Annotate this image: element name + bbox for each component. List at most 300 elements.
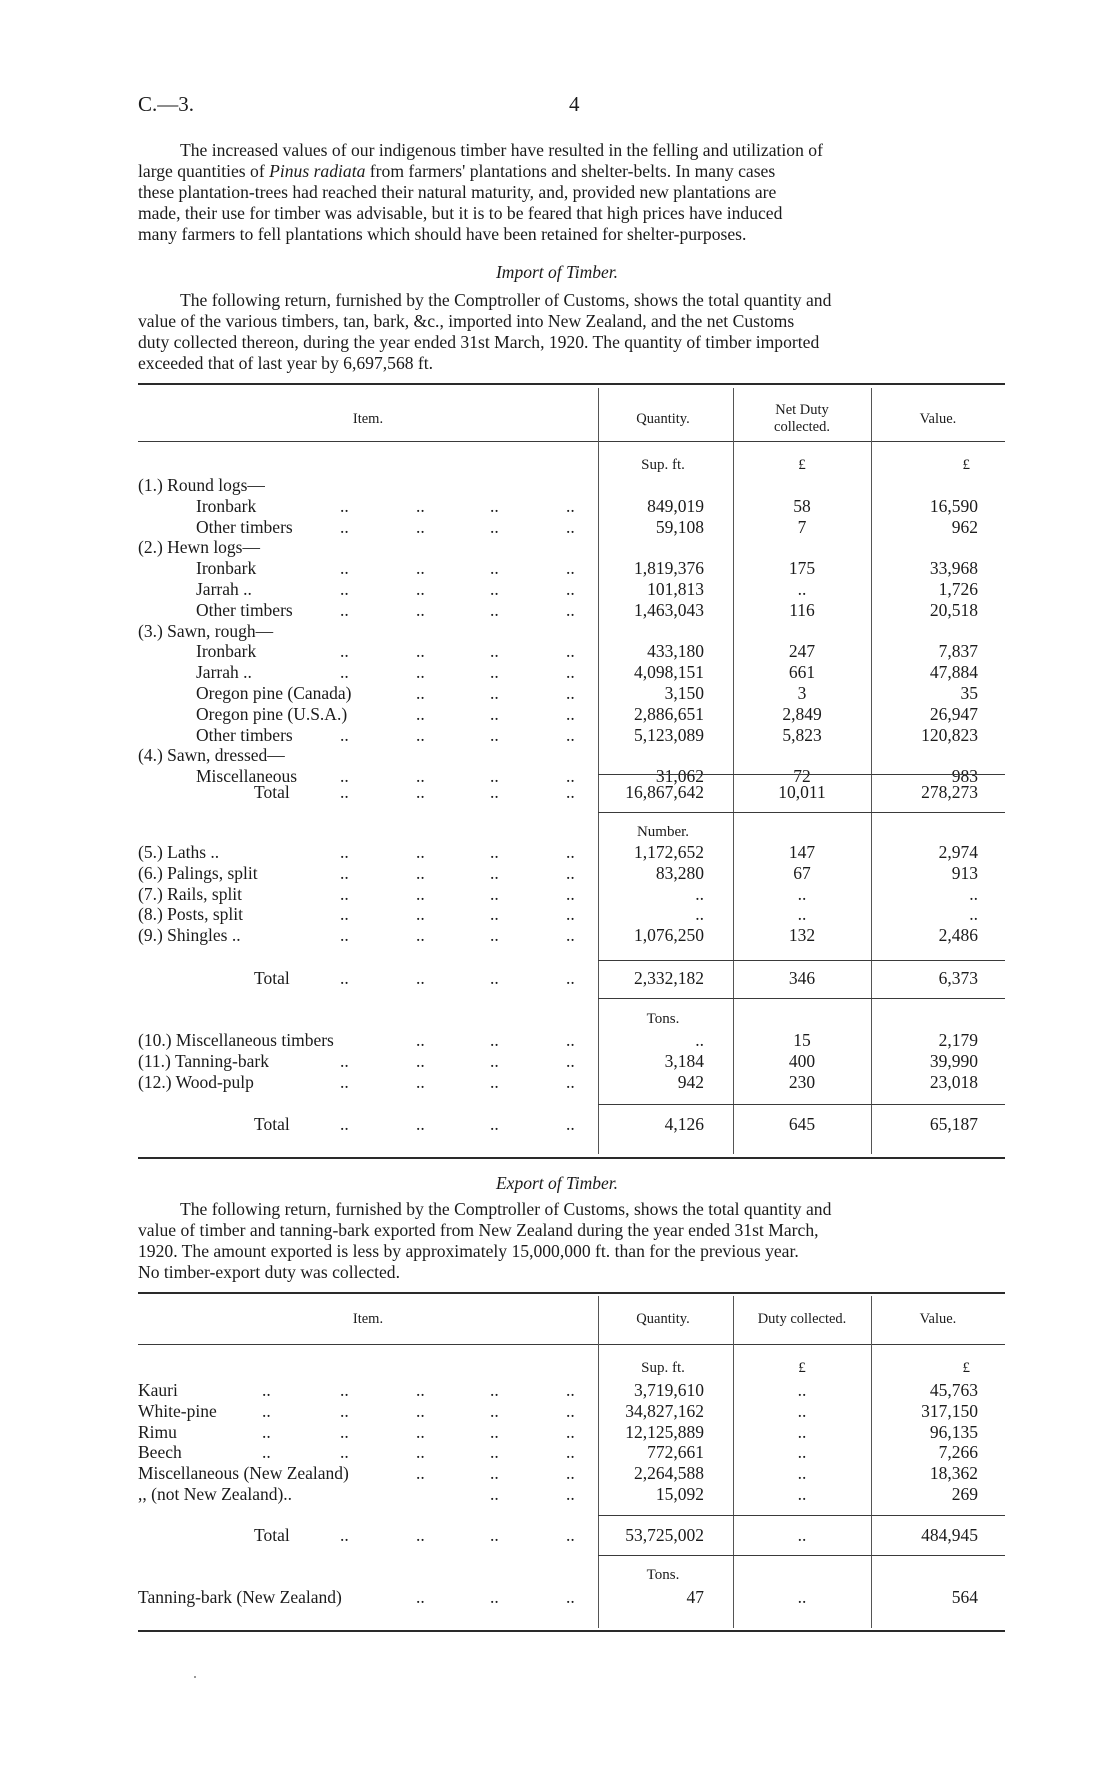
dot-leader: .. — [566, 1114, 575, 1134]
dot-leader: .. — [416, 766, 425, 787]
units-row — [0, 1567, 1114, 1588]
dot-leader: .. — [490, 842, 499, 862]
total-rule — [598, 1515, 1005, 1516]
row-label: Miscellaneous — [196, 766, 298, 787]
row-label: (7.) Rails, split — [138, 883, 243, 904]
duty-cell: .. — [797, 579, 807, 599]
dot-leader: .. — [340, 1380, 349, 1400]
quantity-cell: 2,264,588 — [634, 1463, 704, 1484]
dot-leader: .. — [566, 1030, 575, 1050]
import-row — [0, 641, 1114, 662]
total-bottom-rule — [598, 1555, 1005, 1556]
value-cell: 20,518 — [929, 599, 978, 620]
row-label: Total — [254, 1525, 290, 1545]
quantity-cell: 772,661 — [647, 1442, 704, 1463]
paper-speck — [194, 1676, 196, 1678]
dot-leader: .. — [340, 516, 349, 537]
quantity-cell: 3,184 — [664, 1050, 704, 1071]
dot-leader: .. — [416, 641, 425, 662]
import-row — [0, 725, 1114, 746]
value-cell: 6,373 — [938, 968, 978, 988]
duty-cell: 10,011 — [778, 782, 826, 802]
dot-leader: .. — [566, 1525, 575, 1545]
value-cell: 913 — [951, 862, 978, 883]
total-row — [0, 968, 1114, 989]
value-cell: 278,273 — [921, 782, 978, 802]
dot-leader: .. — [566, 1071, 575, 1092]
quantity-cell: 1,076,250 — [634, 925, 704, 946]
dot-leader: .. — [340, 558, 349, 579]
value-cell: 962 — [951, 516, 978, 537]
dot-leader: .. — [566, 766, 575, 787]
quantity-cell: 849,019 — [647, 495, 704, 516]
duty-cell: .. — [797, 904, 807, 925]
intro-line: these plantation-trees had reached their natural maturity, and, provided new plantations are — [138, 182, 777, 202]
dot-leader: .. — [566, 968, 575, 988]
dot-leader: .. — [416, 968, 425, 988]
units-row — [0, 1011, 1114, 1032]
quantity-unit: Tons. — [646, 1567, 680, 1583]
table-top-rule — [138, 383, 1005, 385]
document-reference: C.—3. — [138, 92, 195, 116]
import-row — [0, 683, 1114, 704]
dot-leader: .. — [416, 558, 425, 579]
duty-cell: .. — [797, 1400, 807, 1421]
dot-leader: .. — [490, 1114, 499, 1134]
import-row — [0, 517, 1114, 538]
dot-leader: .. — [490, 1380, 499, 1400]
header-duty: Duty collected. — [757, 1311, 847, 1327]
value-cell: 317,150 — [921, 1400, 978, 1421]
value-cell: 16,590 — [929, 495, 978, 516]
quantity-cell: 31,062 — [655, 766, 704, 787]
header-duty-line1: Net Duty — [775, 402, 829, 418]
dot-leader: .. — [490, 495, 499, 516]
import-row — [0, 662, 1114, 683]
dot-leader: .. — [490, 1030, 499, 1050]
total-row — [0, 1525, 1114, 1546]
import-row — [0, 904, 1114, 925]
dot-leader: .. — [490, 599, 499, 620]
dot-leader: .. — [340, 925, 349, 946]
row-label: Tanning-bark (New Zealand) — [138, 1587, 342, 1607]
value-cell: 33,968 — [929, 558, 978, 579]
dot-leader: .. — [490, 1421, 499, 1442]
dot-leader: .. — [416, 904, 425, 925]
value-cell: 65,187 — [929, 1114, 978, 1134]
row-label: Oregon pine (U.S.A.) — [196, 703, 348, 724]
quantity-cell: 3,150 — [664, 683, 704, 703]
duty-cell: .. — [797, 1484, 807, 1504]
header-item: Item. — [352, 1311, 384, 1327]
import-row — [0, 475, 1114, 496]
export-row — [0, 1463, 1114, 1484]
duty-cell: 7 — [797, 516, 807, 537]
total-rule — [598, 774, 1005, 775]
dot-leader: .. — [340, 579, 349, 599]
dot-leader: .. — [566, 662, 575, 683]
dot-leader: .. — [566, 1380, 575, 1400]
dot-leader: .. — [340, 495, 349, 516]
dot-leader: .. — [490, 703, 499, 724]
dot-leader: .. — [490, 579, 499, 599]
header-value: Value. — [919, 411, 957, 427]
header-value: Value. — [919, 1311, 957, 1327]
quantity-cell: .. — [695, 1030, 704, 1050]
dot-leader: .. — [566, 641, 575, 662]
dot-leader: .. — [416, 862, 425, 883]
row-label: Oregon pine (Canada) — [196, 683, 352, 703]
dot-leader: .. — [490, 883, 499, 904]
page-number: 4 — [569, 92, 580, 116]
dot-leader: .. — [340, 883, 349, 904]
row-label: Rimu — [138, 1421, 177, 1442]
value-unit: £ — [962, 1360, 970, 1376]
dot-leader: .. — [416, 724, 425, 745]
row-label: Ironbark — [196, 641, 257, 662]
row-label: (1.) Round logs— — [138, 475, 265, 495]
duty-cell: 67 — [793, 862, 811, 883]
quantity-cell: .. — [695, 883, 704, 904]
quantity-cell: 2,886,651 — [634, 703, 704, 724]
quantity-unit: Sup. ft. — [641, 1360, 685, 1376]
dot-leader: .. — [490, 766, 499, 787]
dot-leader: .. — [340, 842, 349, 862]
import-paragraph-line: value of the various timbers, tan, bark, &c., imported into New Zealand, and the net Customs — [138, 311, 795, 331]
dot-leader: .. — [416, 1421, 425, 1442]
duty-cell: 3 — [797, 683, 807, 703]
dot-leader: .. — [566, 1442, 575, 1463]
dot-leader: .. — [340, 1525, 349, 1545]
quantity-cell: 942 — [677, 1071, 704, 1092]
import-paragraph-line: The following return, furnished by the Comptroller of Customs, shows the total quantity and — [180, 290, 832, 310]
dot-leader: .. — [566, 925, 575, 946]
quantity-cell: 16,867,642 — [625, 782, 704, 802]
duty-cell: .. — [797, 883, 807, 904]
dot-leader: .. — [490, 1050, 499, 1071]
duty-cell: 147 — [788, 842, 816, 862]
row-label: Total — [254, 968, 290, 988]
duty-cell: 2,849 — [782, 703, 822, 724]
import-row — [0, 537, 1114, 558]
dot-leader: .. — [566, 883, 575, 904]
dot-leader: .. — [416, 1442, 425, 1463]
duty-cell: 645 — [788, 1114, 816, 1134]
row-label: Ironbark — [196, 495, 257, 516]
dot-leader: .. — [416, 599, 425, 620]
dot-leader: .. — [416, 683, 425, 703]
header-item: Item. — [352, 411, 384, 427]
value-cell: 23,018 — [929, 1071, 978, 1092]
dot-leader: .. — [340, 662, 349, 683]
export-paragraph-line: The following return, furnished by the Comptroller of Customs, shows the total quantity and — [180, 1199, 832, 1219]
import-row — [0, 600, 1114, 621]
import-row — [0, 745, 1114, 766]
value-cell: 26,947 — [929, 703, 978, 724]
export-paragraph-line: value of timber and tanning-bark exported from New Zealand during the year ended 31st March, — [138, 1220, 819, 1240]
dot-leader: .. — [490, 1442, 499, 1463]
row-label: Beech — [138, 1442, 182, 1463]
dot-leader: .. — [490, 1071, 499, 1092]
dot-leader: .. — [566, 904, 575, 925]
row-label: (11.) Tanning-bark — [138, 1050, 269, 1071]
value-unit: £ — [962, 457, 970, 473]
total-bottom-rule — [598, 812, 1005, 813]
duty-unit: £ — [798, 1360, 806, 1376]
export-row — [0, 1401, 1114, 1422]
row-label: (2.) Hewn logs— — [138, 537, 260, 558]
dot-leader: .. — [340, 599, 349, 620]
dot-leader: .. — [490, 1484, 499, 1504]
duty-cell: 661 — [788, 662, 816, 683]
total-row — [0, 782, 1114, 803]
dot-leader: .. — [340, 904, 349, 925]
quantity-cell: 1,172,652 — [634, 842, 704, 862]
intro-line: large quantities of Pinus radiata from farmers' plantations and shelter-belts. In many cases — [138, 161, 776, 181]
dot-leader: .. — [416, 883, 425, 904]
total-rule — [598, 1104, 1005, 1105]
export-section-title: Export of Timber. — [495, 1173, 619, 1193]
dot-leader: .. — [566, 1587, 575, 1607]
row-label: Other timbers — [196, 516, 293, 537]
import-row — [0, 842, 1114, 863]
value-cell: 484,945 — [921, 1525, 978, 1545]
export-paragraph-line: 1920. The amount exported is less by approximately 15,000,000 ft. than for the previous year. — [138, 1241, 799, 1261]
dot-leader: .. — [566, 1400, 575, 1421]
row-label: (6.) Palings, split — [138, 862, 258, 883]
row-label: Kauri — [138, 1380, 178, 1400]
row-label: Miscellaneous (New Zealand) — [138, 1463, 349, 1484]
dot-leader: .. — [416, 1525, 425, 1545]
intro-line: many farmers to fell plantations which should have been retained for shelter-purposes. — [138, 224, 747, 244]
intro-line: The increased values of our indigenous timber have resulted in the felling and utilization of — [180, 140, 823, 160]
dot-leader: .. — [490, 558, 499, 579]
dot-leader: .. — [490, 782, 499, 802]
dot-leader: .. — [566, 1484, 575, 1504]
dot-leader: .. — [566, 599, 575, 620]
export-row — [0, 1380, 1114, 1401]
dot-leader: .. — [416, 1400, 425, 1421]
quantity-cell: 47 — [686, 1587, 704, 1607]
quantity-cell: 2,332,182 — [634, 968, 704, 988]
row-label: Jarrah .. — [196, 662, 252, 683]
row-label: (5.) Laths .. — [138, 842, 220, 862]
dot-leader: .. — [340, 782, 349, 802]
dot-leader: .. — [566, 1463, 575, 1484]
dot-leader: .. — [416, 516, 425, 537]
row-label: Jarrah .. — [196, 579, 252, 599]
dot-leader: .. — [566, 782, 575, 802]
dot-leader: .. — [490, 904, 499, 925]
row-label: (12.) Wood-pulp — [138, 1071, 254, 1092]
dot-leader: .. — [416, 1050, 425, 1071]
quantity-cell: 59,108 — [655, 516, 704, 537]
import-row — [0, 579, 1114, 600]
dot-leader: .. — [490, 662, 499, 683]
value-cell: 2,179 — [938, 1030, 978, 1050]
value-cell: 35 — [960, 683, 978, 703]
quantity-cell: 1,463,043 — [634, 599, 704, 620]
dot-leader: .. — [340, 1050, 349, 1071]
duty-cell: 132 — [788, 925, 816, 946]
dot-leader: .. — [416, 662, 425, 683]
dot-leader: .. — [490, 862, 499, 883]
dot-leader: .. — [566, 495, 575, 516]
dot-leader: .. — [340, 1421, 349, 1442]
quantity-cell: 15,092 — [655, 1484, 704, 1504]
duty-cell: .. — [797, 1463, 807, 1484]
dot-leader: .. — [490, 968, 499, 988]
dot-leader: .. — [416, 1071, 425, 1092]
export-paragraph-line: No timber-export duty was collected. — [138, 1262, 401, 1282]
value-cell: 564 — [951, 1587, 978, 1607]
quantity-cell: 101,813 — [647, 579, 704, 599]
value-cell: 45,763 — [929, 1380, 978, 1400]
dot-leader: .. — [416, 782, 425, 802]
import-paragraph-line: exceeded that of last year by 6,697,568 ft. — [138, 353, 434, 373]
quantity-cell: 12,125,889 — [625, 1421, 704, 1442]
dot-leader: .. — [566, 703, 575, 724]
row-label: (10.) Miscellaneous timbers — [138, 1030, 334, 1050]
duty-cell: 175 — [788, 558, 816, 579]
import-row — [0, 925, 1114, 946]
value-cell: 1,726 — [938, 579, 978, 599]
dot-leader: .. — [262, 1421, 271, 1442]
total-bottom-rule — [598, 998, 1005, 999]
quantity-cell: 83,280 — [655, 862, 704, 883]
import-row — [0, 558, 1114, 579]
import-row — [0, 1051, 1114, 1072]
export-row — [0, 1442, 1114, 1463]
value-cell: 983 — [951, 766, 978, 787]
import-row — [0, 884, 1114, 905]
dot-leader: .. — [490, 516, 499, 537]
dot-leader: .. — [340, 766, 349, 787]
dot-leader: .. — [566, 516, 575, 537]
row-label: (8.) Posts, split — [138, 904, 244, 925]
header-bottom-rule — [138, 1344, 1005, 1345]
import-paragraph-line: duty collected thereon, during the year ended 31st March, 1920. The quantity of timber imported — [138, 332, 820, 352]
value-cell: 2,974 — [938, 842, 978, 862]
dot-leader: .. — [340, 1071, 349, 1092]
import-row — [0, 621, 1114, 642]
units-row — [0, 1360, 1114, 1381]
import-row — [0, 863, 1114, 884]
dot-leader: .. — [340, 862, 349, 883]
quantity-unit: Sup. ft. — [641, 457, 685, 473]
quantity-cell: 433,180 — [647, 641, 704, 662]
dot-leader: .. — [566, 1421, 575, 1442]
duty-cell: 247 — [788, 641, 816, 662]
row-label: Total — [254, 782, 290, 802]
quantity-unit: Number. — [636, 824, 690, 840]
row-label: Other timbers — [196, 599, 293, 620]
table-bottom-rule — [138, 1157, 1005, 1159]
dot-leader: .. — [566, 862, 575, 883]
value-cell: 120,823 — [921, 724, 978, 745]
quantity-cell: 1,819,376 — [634, 558, 704, 579]
dot-leader: .. — [490, 724, 499, 745]
value-cell: 47,884 — [929, 662, 978, 683]
dot-leader: .. — [416, 703, 425, 724]
export-row — [0, 1422, 1114, 1443]
table-bottom-rule — [138, 1630, 1005, 1632]
table-top-rule — [138, 1292, 1005, 1294]
header-duty-line2: collected. — [774, 419, 830, 435]
dot-leader: .. — [416, 1030, 425, 1050]
quantity-cell: 4,126 — [664, 1114, 704, 1134]
duty-cell: 230 — [788, 1071, 816, 1092]
dot-leader: .. — [416, 1587, 425, 1607]
duty-cell: .. — [797, 1421, 807, 1442]
dot-leader: .. — [340, 724, 349, 745]
duty-cell: 15 — [793, 1030, 811, 1050]
row-label: (3.) Sawn, rough— — [138, 620, 274, 641]
dot-leader: .. — [416, 925, 425, 946]
dot-leader: .. — [340, 1442, 349, 1463]
quantity-cell: 5,123,089 — [634, 724, 704, 745]
dot-leader: .. — [340, 1400, 349, 1421]
row-label: (9.) Shingles .. — [138, 925, 241, 946]
row-label: (4.) Sawn, dressed— — [138, 745, 285, 766]
dot-leader: .. — [340, 641, 349, 662]
row-label: Total — [254, 1114, 290, 1134]
import-section-title: Import of Timber. — [495, 262, 619, 282]
dot-leader: .. — [566, 558, 575, 579]
row-label: Ironbark — [196, 558, 257, 579]
duty-unit: £ — [798, 457, 806, 473]
duty-cell: .. — [797, 1380, 807, 1400]
import-row — [0, 1030, 1114, 1051]
import-row — [0, 704, 1114, 725]
value-cell: 269 — [951, 1484, 978, 1504]
export-row — [0, 1587, 1114, 1608]
value-cell: 39,990 — [929, 1050, 978, 1071]
dot-leader: .. — [490, 1587, 499, 1607]
dot-leader: .. — [340, 1114, 349, 1134]
total-rule — [598, 960, 1005, 961]
dot-leader: .. — [416, 495, 425, 516]
intro-line: made, their use for timber was advisable, but it is to be feared that high prices have induced — [138, 203, 783, 223]
dot-leader: .. — [566, 683, 575, 703]
dot-leader: .. — [262, 1400, 271, 1421]
value-cell: 7,837 — [938, 641, 978, 662]
value-cell: 2,486 — [938, 925, 978, 946]
dot-leader: .. — [490, 1400, 499, 1421]
dot-leader: .. — [566, 1050, 575, 1071]
header-quantity: Quantity. — [636, 1311, 690, 1327]
export-row — [0, 1484, 1114, 1505]
duty-cell: 346 — [788, 968, 816, 988]
header-quantity: Quantity. — [636, 411, 690, 427]
dot-leader: .. — [416, 842, 425, 862]
row-label: ,, (not New Zealand).. — [138, 1484, 293, 1504]
dot-leader: .. — [490, 641, 499, 662]
dot-leader: .. — [566, 724, 575, 745]
dot-leader: .. — [416, 1114, 425, 1134]
value-cell: 18,362 — [929, 1463, 978, 1484]
import-row — [0, 496, 1114, 517]
dot-leader: .. — [490, 1463, 499, 1484]
total-row — [0, 1114, 1114, 1135]
quantity-unit: Tons. — [646, 1011, 680, 1027]
dot-leader: .. — [490, 683, 499, 703]
dot-leader: .. — [416, 1463, 425, 1484]
value-cell: .. — [969, 904, 978, 925]
dot-leader: .. — [416, 1380, 425, 1400]
duty-cell: 400 — [788, 1050, 816, 1071]
duty-cell: .. — [797, 1442, 807, 1463]
